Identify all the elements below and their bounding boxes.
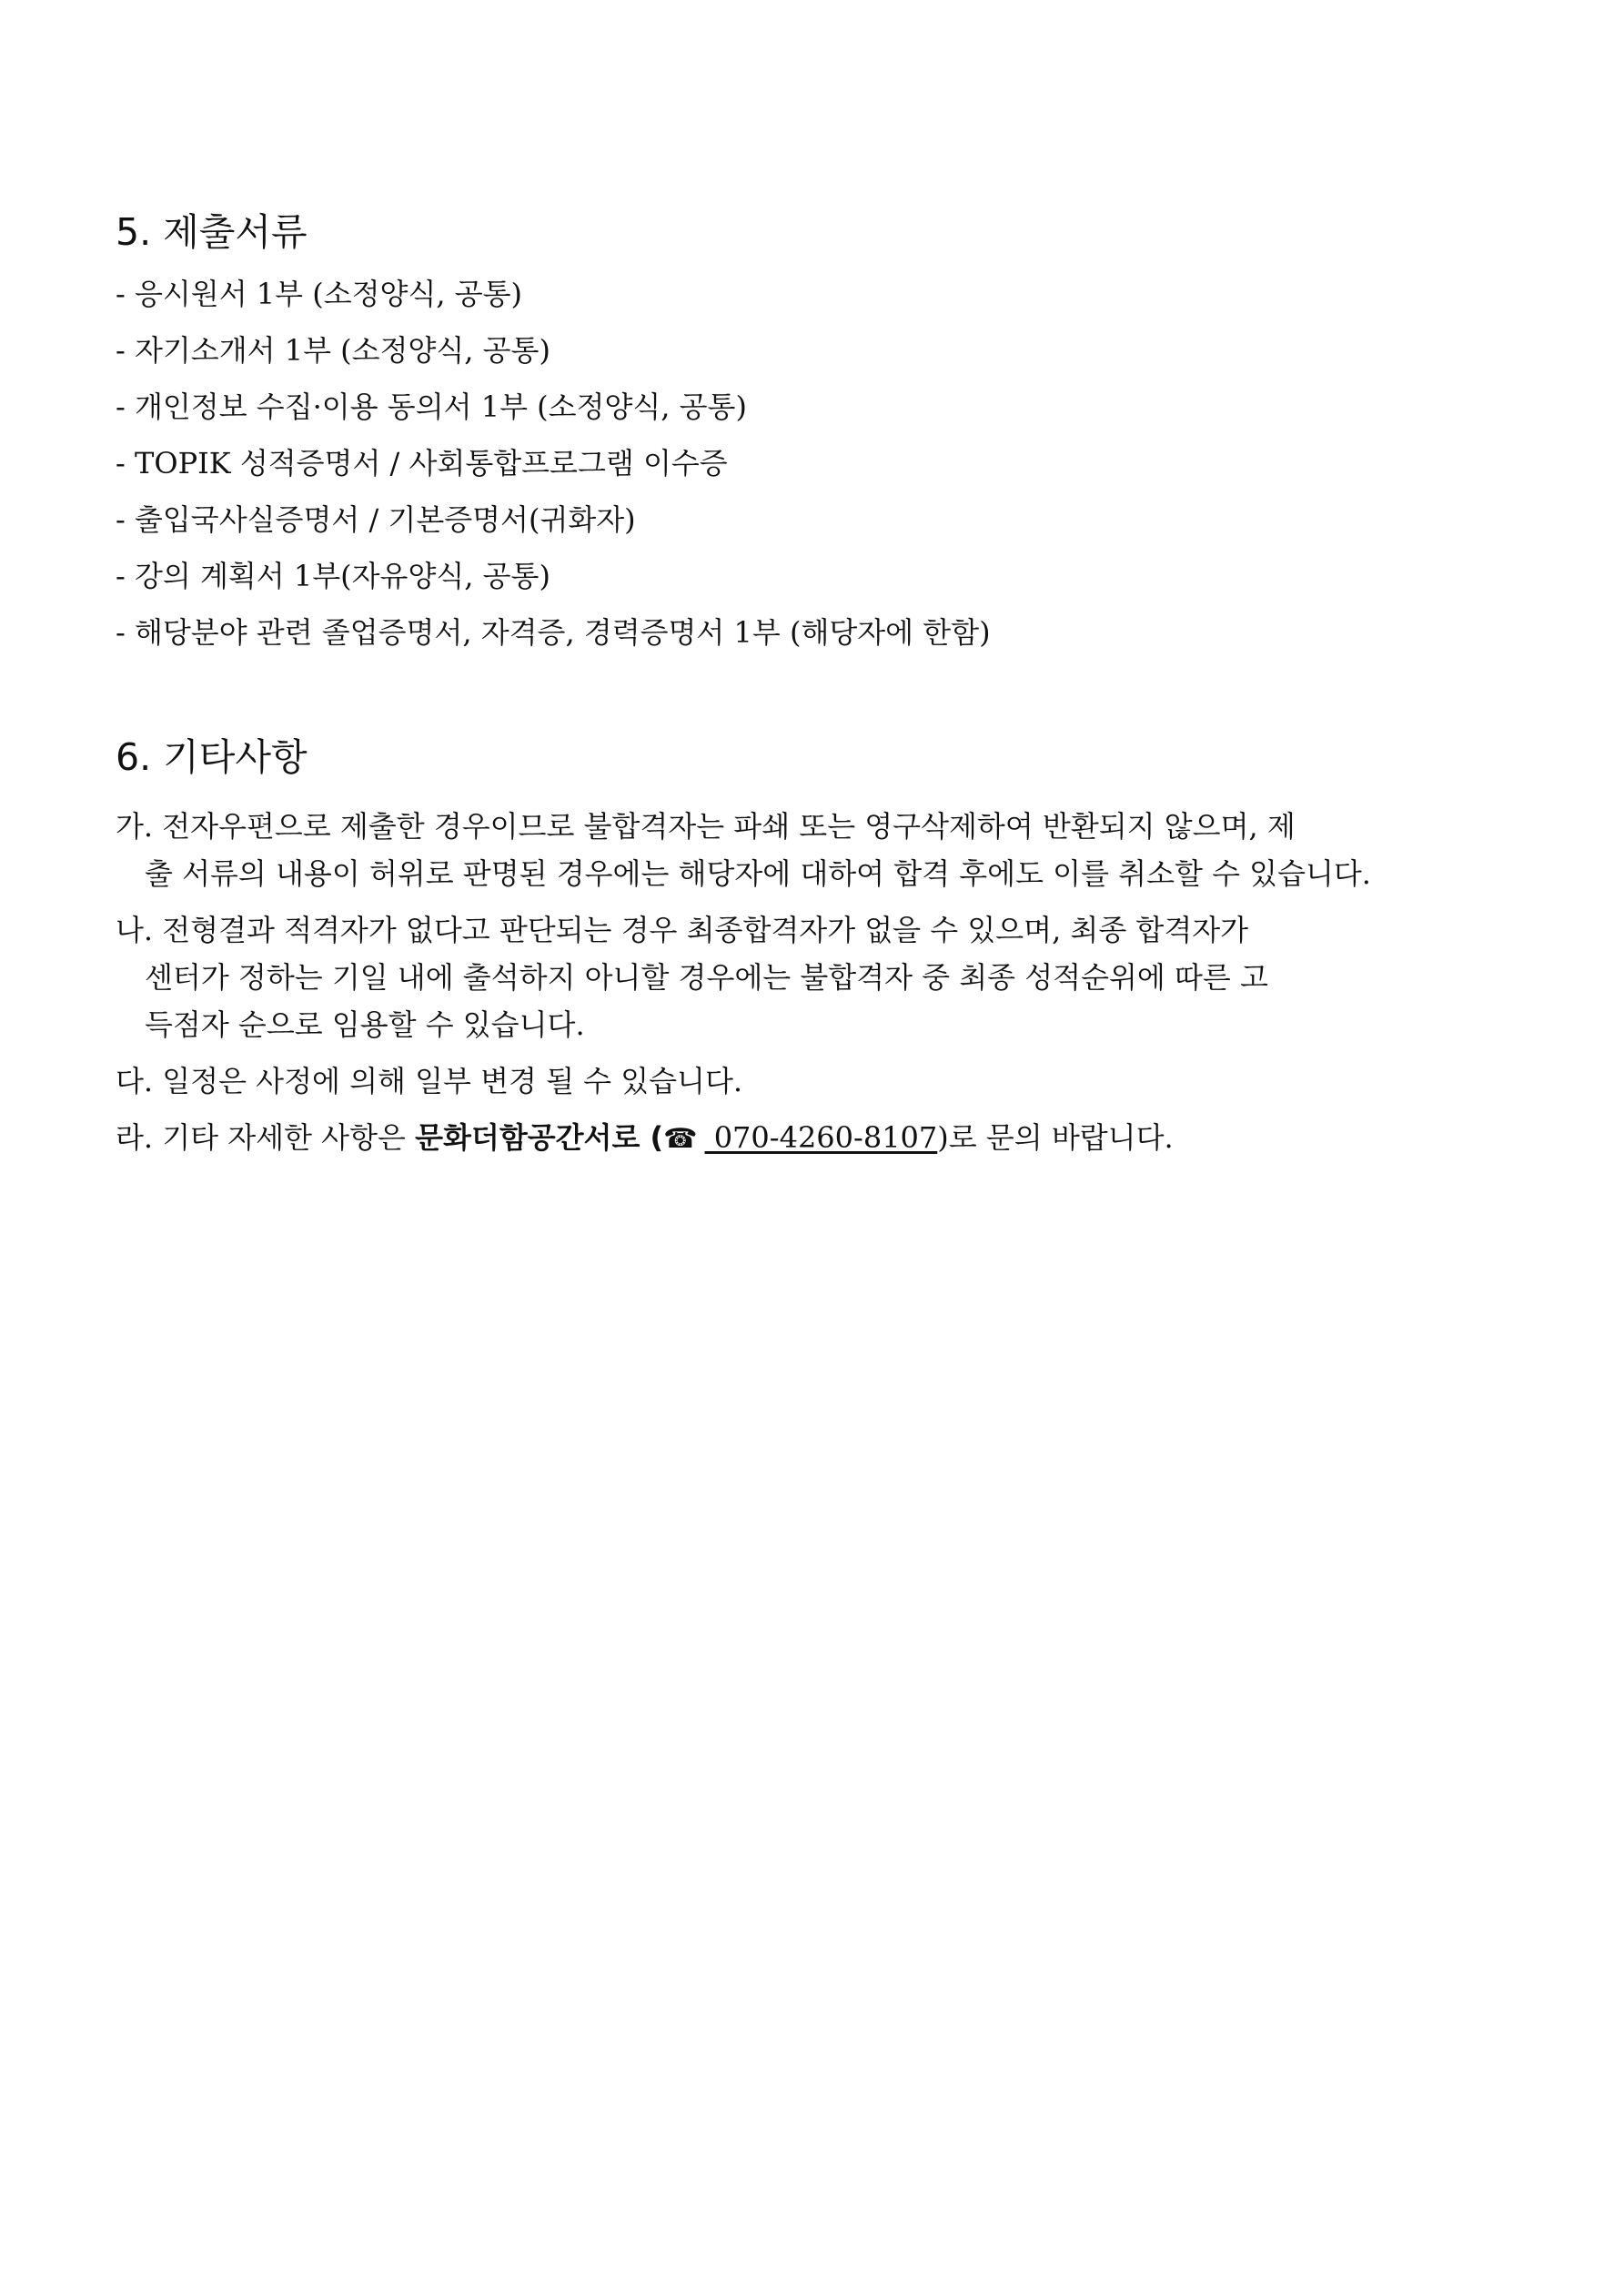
note-line: 센터가 정하는 기일 내에 출석하지 아니할 경우에는 불합격자 중 최종 성적순위에 따른 고 — [145, 960, 1268, 995]
list-item: - 강의 계획서 1부(자유양식, 공통) — [116, 559, 550, 593]
list-item: - 응시원서 1부 (소정양식, 공통) — [116, 277, 523, 311]
list-item: - 자기소개서 1부 (소정양식, 공통) — [116, 333, 550, 368]
contact-paren-open: ( — [640, 1120, 664, 1155]
list-item: - 해당분야 관련 졸업증명서, 자격증, 경력증명서 1부 (해당자에 한함) — [116, 615, 991, 650]
list-item: - TOPIK 성적증명서 / 사회통합프로그램 이수증 — [116, 446, 728, 480]
note-da — [116, 1057, 1371, 1105]
note-na — [116, 906, 1371, 1048]
note-marker: 라. — [116, 1120, 154, 1155]
note-marker: 나. — [116, 913, 154, 947]
note-ga — [116, 803, 1371, 897]
note-line: 득점자 순으로 임용할 수 있습니다. — [145, 1007, 585, 1042]
note-marker: 가. — [116, 809, 154, 844]
other-notes — [116, 803, 1371, 1163]
section-5-title: 5. 제출서류 — [116, 210, 308, 254]
note-line: 전형결과 적격자가 없다고 판단되는 경우 최종합격자가 없을 수 있으며, 최종 합격자가 — [153, 913, 1249, 947]
note-ra-contact — [116, 1114, 1371, 1163]
contact-phone-number: 070-4260-8107 — [704, 1120, 938, 1155]
contact-phone-link[interactable] — [663, 1120, 937, 1155]
contact-suffix: 로 문의 바랍니다. — [948, 1120, 1174, 1155]
contact-paren-close: ) — [937, 1120, 949, 1155]
note-line: 일정은 사정에 의해 일부 변경 될 수 있습니다. — [153, 1064, 743, 1098]
list-item: - 출입국사실증명서 / 기본증명서(귀화자) — [116, 502, 636, 537]
note-marker: 다. — [116, 1064, 154, 1098]
required-documents-list — [116, 276, 991, 671]
phone-icon: ☎ — [663, 1123, 698, 1155]
note-line: 출 서류의 내용이 허위로 판명된 경우에는 해당자에 대하여 합격 후에도 이를 취소할 수 있습니다. — [145, 856, 1371, 891]
section-6-title: 6. 기타사항 — [116, 735, 308, 779]
contact-prefix: 기타 자세한 사항은 — [153, 1120, 416, 1155]
contact-organization: 문화더함공간서로 — [415, 1120, 641, 1155]
note-line: 전자우편으로 제출한 경우이므로 불합격자는 파쇄 또는 영구삭제하여 반환되지 않으며, 제 — [153, 809, 1296, 844]
list-item: - 개인정보 수집·이용 동의서 1부 (소정양식, 공통) — [116, 389, 747, 424]
